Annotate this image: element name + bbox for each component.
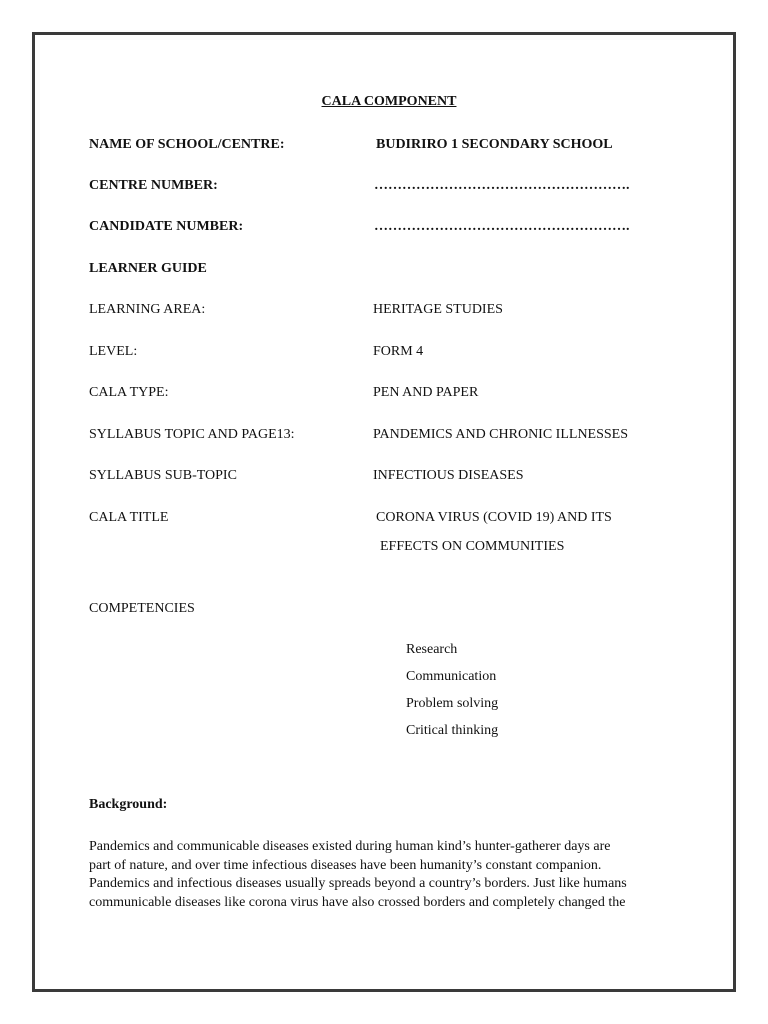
background-paragraph xyxy=(89,838,689,912)
field-value: PEN AND PAPER xyxy=(373,385,479,400)
list-item: Communication xyxy=(406,669,497,684)
field-label: LEVEL: xyxy=(89,344,138,359)
paragraph-line: Pandemics and communicable diseases existed during human kind’s hunter-gatherer days are xyxy=(89,839,611,854)
section-label: COMPETENCIES xyxy=(89,601,195,616)
section-label: LEARNER GUIDE xyxy=(89,261,207,276)
field-value: ………………………………………………. xyxy=(374,178,630,193)
document-title: CALA COMPONENT xyxy=(321,94,457,109)
list-item: Critical thinking xyxy=(406,723,499,738)
field-value: CORONA VIRUS (COVID 19) AND ITS xyxy=(376,510,612,525)
field-value: BUDIRIRO 1 SECONDARY SCHOOL xyxy=(376,137,613,152)
field-label: CALA TYPE: xyxy=(89,385,169,400)
field-label: NAME OF SCHOOL/CENTRE: xyxy=(89,137,285,152)
background-heading: Background: xyxy=(89,797,168,812)
field-label: LEARNING AREA: xyxy=(89,302,206,317)
field-label: CALA TITLE xyxy=(89,510,169,525)
field-value: FORM 4 xyxy=(373,344,424,359)
paragraph-line: communicable diseases like corona virus have also crossed borders and completely changed the xyxy=(89,894,626,910)
paragraph-line: Pandemics and infectious diseases usually spreads beyond a country’s borders. Just like humans xyxy=(89,876,627,891)
list-item: Problem solving xyxy=(406,696,499,711)
field-value: PANDEMICS AND CHRONIC ILLNESSES xyxy=(373,427,629,442)
field-value: ………………………………………………. xyxy=(374,219,630,234)
field-label: SYLLABUS SUB-TOPIC xyxy=(89,468,237,483)
field-label: CENTRE NUMBER: xyxy=(89,178,218,193)
field-value: EFFECTS ON COMMUNITIES xyxy=(380,539,565,554)
list-item: Research xyxy=(406,642,458,657)
field-label: SYLLABUS TOPIC AND PAGE13: xyxy=(89,427,295,442)
paragraph-line: part of nature, and over time infectious diseases have been humanity’s constant companion. xyxy=(89,857,602,873)
field-value: HERITAGE STUDIES xyxy=(373,302,503,317)
field-value: INFECTIOUS DISEASES xyxy=(373,468,524,483)
field-label: CANDIDATE NUMBER: xyxy=(89,219,244,234)
